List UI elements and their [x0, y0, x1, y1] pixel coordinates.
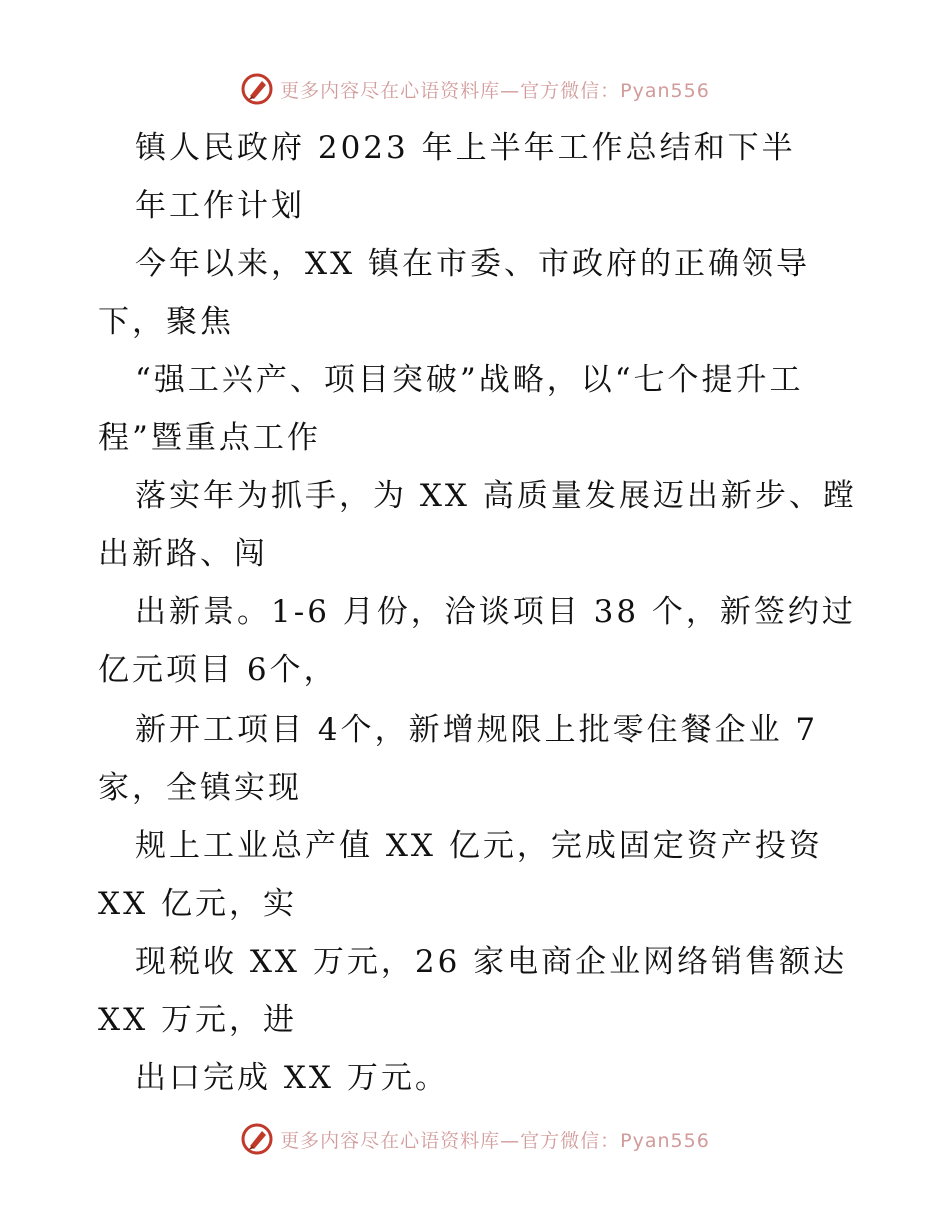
paragraph-line: 现税收 XX 万元，26 家电商企业网络销售额达	[135, 944, 848, 980]
paragraph-line: 规上工业总产值 XX 亿元，完成固定资产投资	[135, 828, 823, 864]
paragraph-line: 出新景。1-6 月份，洽谈项目 38 个，新签约过	[135, 594, 856, 630]
paragraph-line: 出新路、闯	[98, 536, 268, 572]
footer-watermark	[0, 1122, 950, 1156]
paragraph-line: 程”暨重点工作	[98, 420, 321, 456]
watermark-text: 更多内容尽在心语资料库—官方微信：Pyan556	[280, 79, 710, 102]
document-title-line-1: 镇人民政府 2023 年上半年工作总结和下半	[135, 130, 796, 166]
paragraph-line: 家，全镇实现	[98, 770, 302, 806]
paragraph-line: XX 万元，进	[98, 1002, 297, 1038]
paragraph-line: 落实年为抓手，为 XX 高质量发展迈出新步、蹚	[135, 478, 857, 514]
paragraph-line: 出口完成 XX 万元。	[135, 1060, 449, 1096]
header-watermark	[0, 72, 950, 106]
document-title-line-2: 年工作计划	[135, 188, 305, 224]
pen-logo-icon	[240, 1122, 274, 1156]
paragraph-line: 亿元项目 6个，	[98, 652, 338, 688]
paragraph-line: 下，聚焦	[98, 304, 234, 340]
paragraph-line: 今年以来，XX 镇在市委、市政府的正确领导	[135, 246, 810, 282]
paragraph-line: “强工兴产、项目突破”战略，以“七个提升工	[135, 362, 804, 398]
watermark-text: 更多内容尽在心语资料库—官方微信：Pyan556	[280, 1129, 710, 1152]
paragraph-line: XX 亿元，实	[98, 886, 297, 922]
pen-logo-icon	[240, 72, 274, 106]
paragraph-line: 新开工项目 4个，新增规限上批零住餐企业 7	[135, 712, 819, 748]
